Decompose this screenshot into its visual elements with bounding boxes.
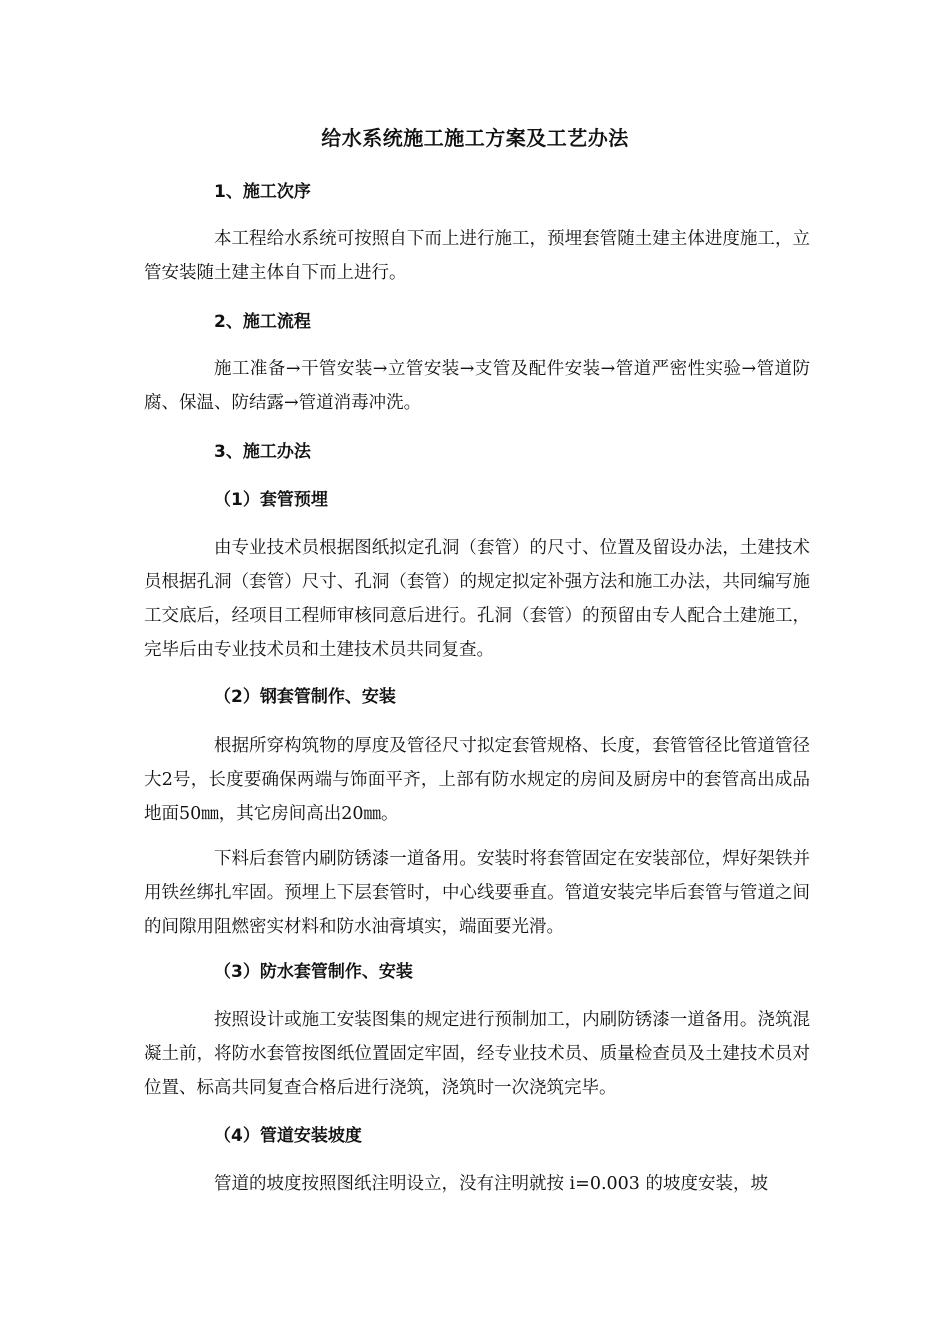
subsection-2-paragraph-1: 根据所穿构筑物的厚度及管径尺寸拟定套管规格、长度，套管管径比管道管径大2号，长度要确保两端与饰面平齐，上部有防水规定的房间及厨房中的套管高出成品地面50㎜，其它房间高出20㎜。: [144, 736, 810, 824]
subsection-3-paragraph: 按照设计或施工安装图集的规定进行预制加工，内刷防锈漆一道备用。浇筑混凝土前，将防水套管按图纸位置固定牢固，经专业技术员、质量检查员及土建技术员对位置、标高共同复查合格后进行浇筑，浇筑时一次浇筑完毕。: [144, 1010, 810, 1098]
section-2-paragraph: 施工准备→干管安装→立管安装→支管及配件安装→管道严密性实验→管道防腐、保温、防结露→管道消毒冲洗。: [144, 359, 810, 413]
subsection-heading-3: （3）防水套管制作、安装: [214, 962, 413, 982]
section-heading-3: 3、施工办法: [214, 442, 311, 462]
subsection-heading-1: （1）套管预埋: [214, 490, 328, 510]
subsection-4-paragraph: 管道的坡度按照图纸注明设立，没有注明就按 i=0.003 的坡度安装，坡: [214, 1174, 768, 1194]
subsection-heading-2: （2）钢套管制作、安装: [214, 687, 396, 707]
section-1-paragraph: 本工程给水系统可按照自下而上进行施工，预埋套管随土建主体进度施工，立管安装随土建主体自下而上进行。: [144, 229, 810, 283]
section-heading-1: 1、施工次序: [214, 182, 311, 202]
subsection-2-paragraph-2: 下料后套管内刷防锈漆一道备用。安装时将套管固定在安装部位，焊好架铁并用铁丝绑扎牢固。预埋上下层套管时，中心线要垂直。管道安装完毕后套管与管道之间的间隙用阻燃密实材料和防水油膏填实，端面要光滑。: [144, 849, 810, 937]
document-title: 给水系统施工施工方案及工艺办法: [321, 126, 629, 150]
subsection-heading-4: （4）管道安装坡度: [214, 1126, 362, 1146]
section-heading-2: 2、施工流程: [214, 312, 311, 332]
subsection-1-paragraph: 由专业技术员根据图纸拟定孔洞（套管）的尺寸、位置及留设办法，土建技术员根据孔洞（套管）尺寸、孔洞（套管）的规定拟定补强方法和施工办法，共同编写施工交底后，经项目工程师审核同意后进行。孔洞（套管）的预留由专人配合土建施工，完毕后由专业技术员和土建技术员共同复查。: [144, 538, 810, 660]
